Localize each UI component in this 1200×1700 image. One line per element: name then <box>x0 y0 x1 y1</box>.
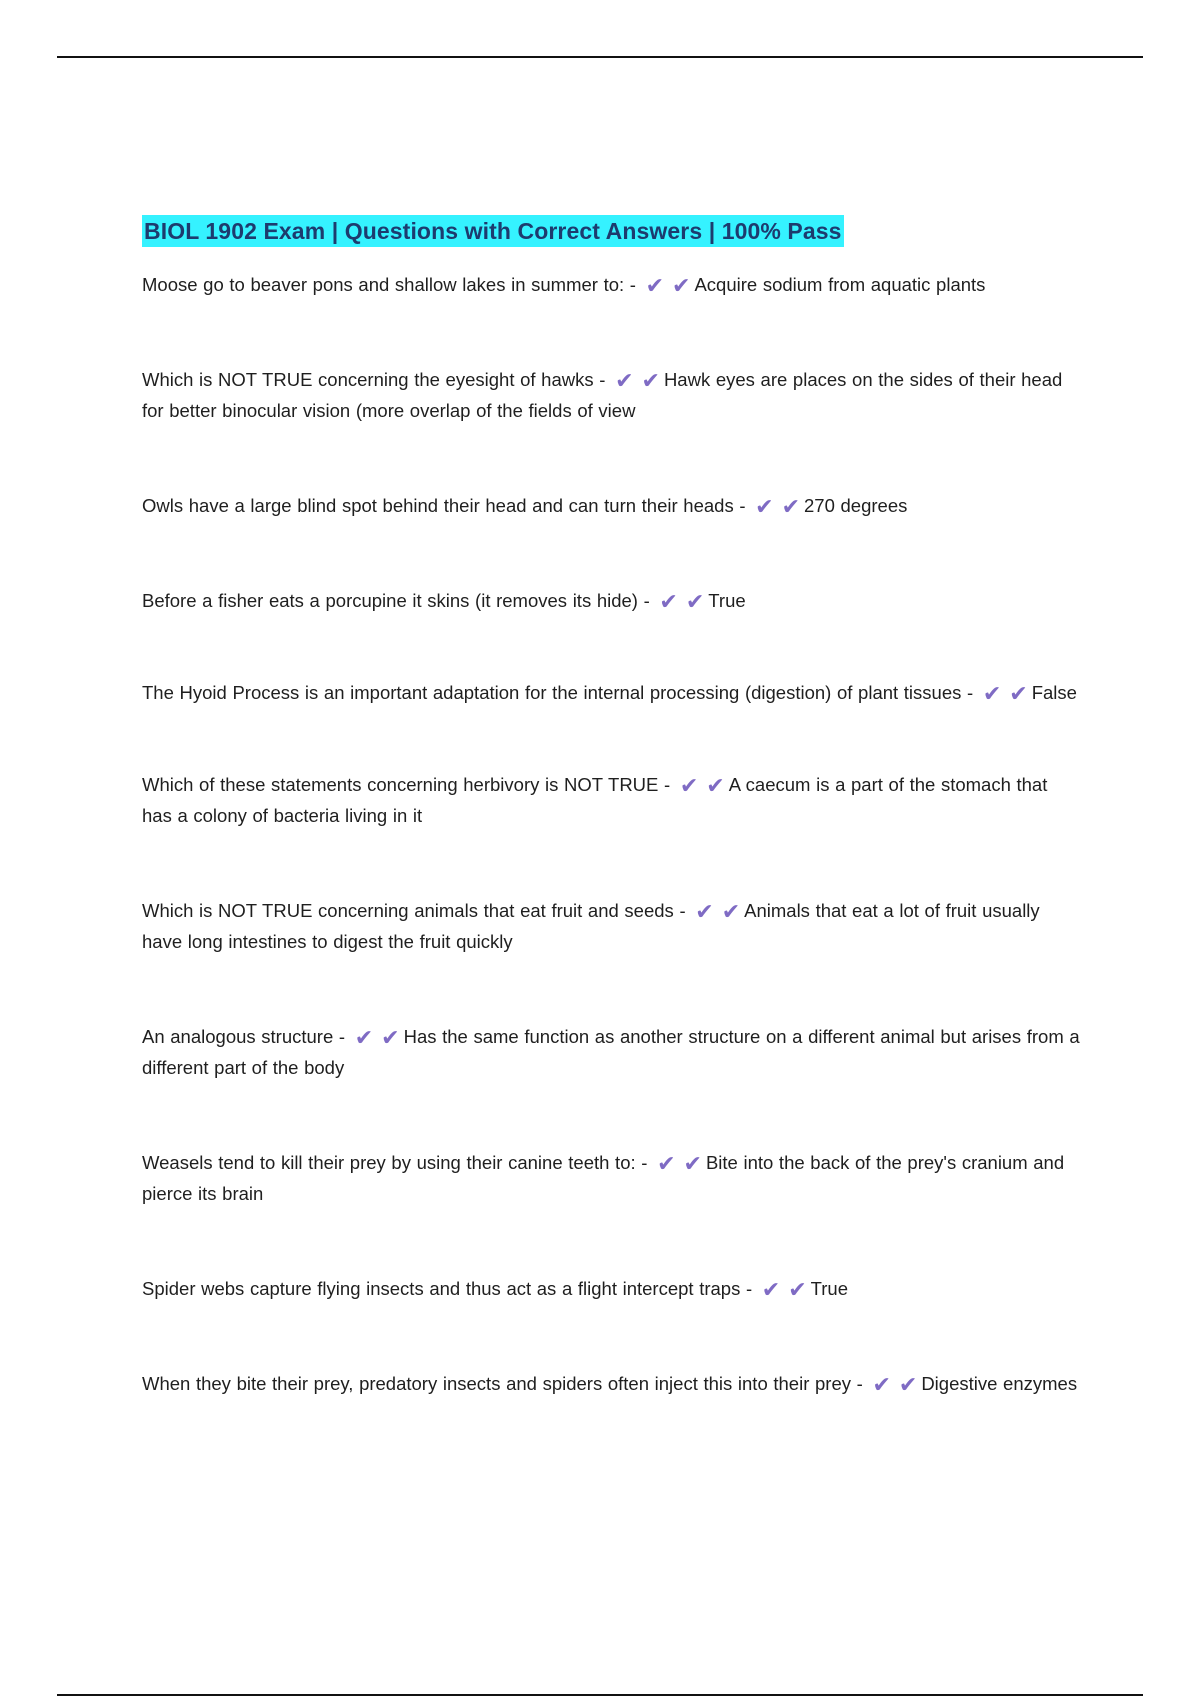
checkmark-icon: ✔ <box>1009 682 1028 707</box>
checkmark-icon: ✔ <box>615 369 634 394</box>
document-title: BIOL 1902 Exam | Questions with Correct Answers | 100% Pass <box>142 215 844 247</box>
question-text: Which of these statements concerning herbivory is NOT TRUE - <box>142 774 671 795</box>
checkmark-icon: ✔ <box>872 1373 891 1398</box>
checkmark-icon: ✔ <box>898 1373 918 1398</box>
question-text: When they bite their prey, predatory insects and spiders often inject this into their prey - <box>142 1373 863 1394</box>
checkmark-icon: ✔ <box>672 274 691 299</box>
checkmark-icon: ✔ <box>706 774 725 799</box>
answer-text: Has the same function as another structure on a different animal but arises from a different part of the body <box>142 1026 1080 1078</box>
checkmark-icon: ✔ <box>685 590 705 615</box>
checkmark-icon: ✔ <box>721 900 741 925</box>
answer-text: Bite into the back of the prey's cranium and pierce its brain <box>142 1152 1065 1204</box>
checkmark-icon: ✔ <box>659 590 678 615</box>
checkmark-icon: ✔ <box>641 369 660 394</box>
question-text: Which is NOT TRUE concerning animals that eat fruit and seeds - <box>142 900 686 921</box>
question-text: Which is NOT TRUE concerning the eyesight of hawks - <box>142 369 606 390</box>
qa-item <box>142 769 1082 831</box>
checkmark-icon: ✔ <box>755 495 774 520</box>
question-text: The Hyoid Process is an important adaptation for the internal processing (digestion) of plant tissues - <box>142 682 974 703</box>
document-page <box>142 215 1082 1399</box>
bottom-rule <box>57 1694 1143 1696</box>
answer-text: True <box>708 590 746 611</box>
answer-text: A caecum is a part of the stomach that has a colony of bacteria living in it <box>142 774 1048 826</box>
answer-text: 270 degrees <box>804 495 908 516</box>
answer-text: True <box>810 1278 848 1299</box>
qa-item <box>142 1368 1082 1399</box>
question-text: Moose go to beaver pons and shallow lakes in summer to: - <box>142 274 636 295</box>
question-text: An analogous structure - <box>142 1026 346 1047</box>
question-text: Spider webs capture flying insects and thus act as a flight intercept traps - <box>142 1278 753 1299</box>
checkmark-icon: ✔ <box>645 274 665 299</box>
qa-item <box>142 895 1082 957</box>
qa-item <box>142 1021 1082 1083</box>
qa-item <box>142 269 1082 300</box>
checkmark-icon: ✔ <box>657 1152 676 1177</box>
qa-item <box>142 364 1082 426</box>
qa-item <box>142 1273 1082 1304</box>
question-text: Before a fisher eats a porcupine it skins (it removes its hide) - <box>142 590 650 611</box>
qa-item <box>142 1147 1082 1209</box>
checkmark-icon: ✔ <box>982 682 1002 707</box>
question-text: Owls have a large blind spot behind their head and can turn their heads - <box>142 495 746 516</box>
question-text: Weasels tend to kill their prey by using their canine teeth to: - <box>142 1152 648 1173</box>
answer-text: Hawk eyes are places on the sides of their head for better binocular vision (more overlap of the fields of view <box>142 369 1063 421</box>
answer-text: Animals that eat a lot of fruit usually have long intestines to digest the fruit quickly <box>142 900 1040 952</box>
checkmark-icon: ✔ <box>354 1026 374 1051</box>
checkmark-icon: ✔ <box>683 1152 702 1177</box>
checkmark-icon: ✔ <box>761 1278 781 1303</box>
qa-item <box>142 677 1082 708</box>
answer-text: Digestive enzymes <box>921 1373 1078 1394</box>
checkmark-icon: ✔ <box>788 1278 807 1303</box>
answer-text: Acquire sodium from aquatic plants <box>694 274 986 295</box>
answer-text: False <box>1031 682 1077 703</box>
checkmark-icon: ✔ <box>781 495 801 520</box>
top-rule <box>57 56 1143 58</box>
qa-item <box>142 585 1082 616</box>
checkmark-icon: ✔ <box>695 900 714 925</box>
checkmark-icon: ✔ <box>381 1026 400 1051</box>
qa-item <box>142 490 1082 521</box>
checkmark-icon: ✔ <box>679 774 699 799</box>
